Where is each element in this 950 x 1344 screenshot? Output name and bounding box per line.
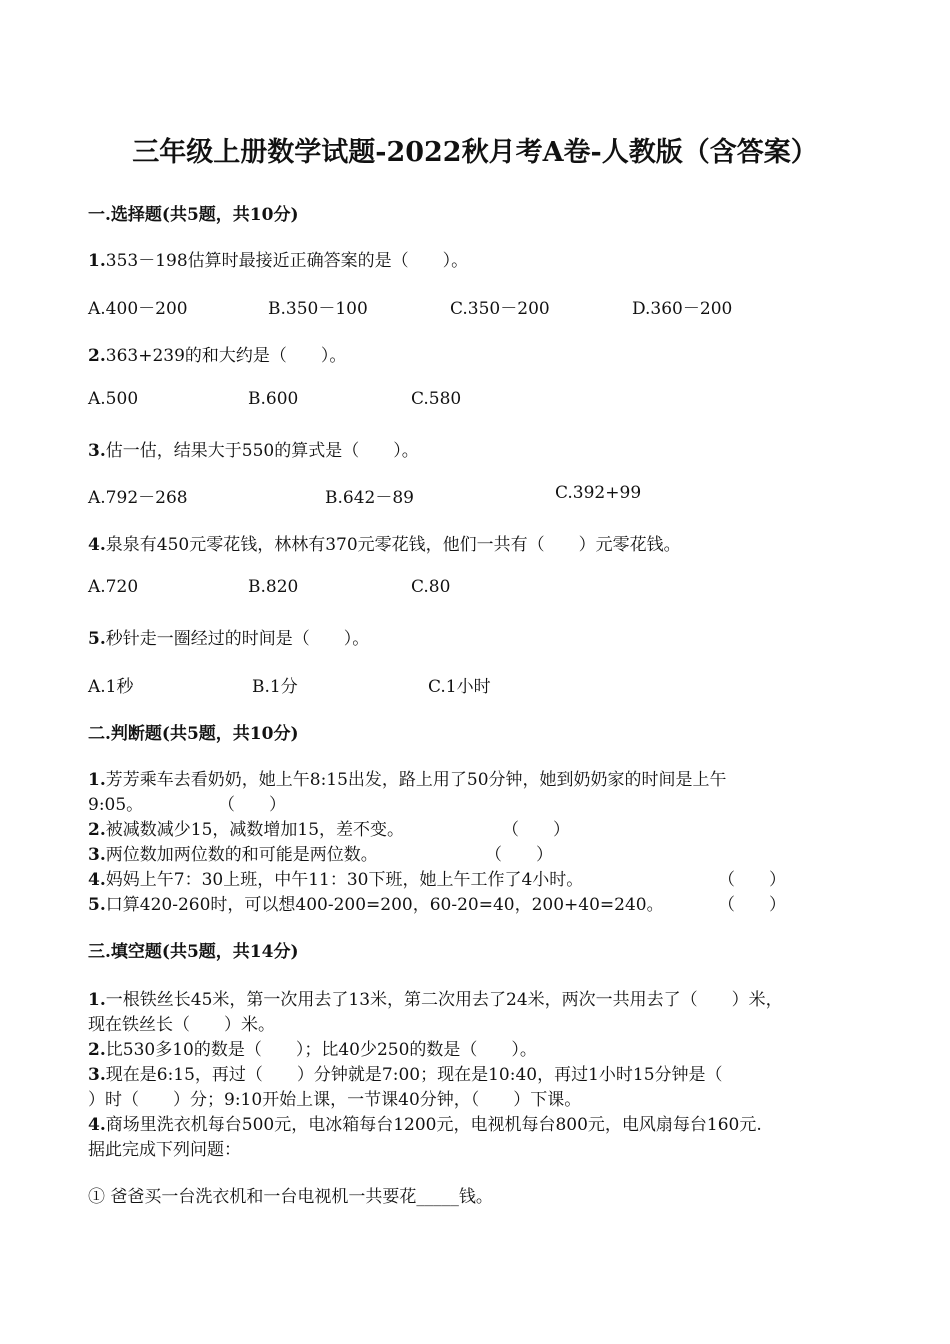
item-number: 2. <box>88 820 106 840</box>
item-number: 5. <box>88 895 106 915</box>
fill-item-1 <box>88 985 783 1010</box>
item-number: 4. <box>88 870 106 890</box>
section-heading-fill-blank: 三.填空题(共5题，共14分) <box>88 942 299 962</box>
option-b: B.1分 <box>252 677 298 697</box>
question-3 <box>88 436 419 461</box>
option-b: B.350－100 <box>268 299 368 319</box>
item-text-continued: 9:05。 <box>88 795 144 815</box>
answer-parentheses: （ ） <box>718 895 786 915</box>
judgement-item-4 <box>88 865 583 890</box>
question-text: 363+239的和大约是（ ）。 <box>105 346 347 366</box>
question-2 <box>88 341 346 366</box>
item-text: 被减数减少15，减数增加15，差不变。 <box>105 820 405 840</box>
question-text: 353－198估算时最接近正确答案的是（ ）。 <box>105 251 469 271</box>
option-b: B.600 <box>248 389 299 409</box>
fill-item-4 <box>88 1110 762 1135</box>
item-number: 2. <box>88 1040 106 1060</box>
option-d: D.360－200 <box>632 299 733 319</box>
judgement-item-3 <box>88 840 378 865</box>
question-text: 估一估，结果大于550的算式是（ ）。 <box>105 441 419 461</box>
question-5 <box>88 624 369 649</box>
item-text: 两位数加两位数的和可能是两位数。 <box>105 845 378 865</box>
item-number: 3. <box>88 1065 106 1085</box>
item-text: 比530多10的数是（ ）；比40少250的数是（ ）。 <box>105 1040 537 1060</box>
judgement-item-1 <box>88 765 727 790</box>
answer-parentheses: （ ） <box>485 845 553 865</box>
question-4 <box>88 530 681 555</box>
option-a: A.400－200 <box>88 299 188 319</box>
question-number: 2. <box>88 346 106 366</box>
item-number: 1. <box>88 990 106 1010</box>
item-text-continued: 据此完成下列问题： <box>88 1140 241 1160</box>
answer-parentheses: （ ） <box>218 795 286 815</box>
option-c: C.80 <box>411 577 451 597</box>
item-number: 3. <box>88 845 106 865</box>
page-title: 三年级上册数学试题-2022秋月考A卷-人教版（含答案） <box>132 137 818 168</box>
sub-question-1: ① 爸爸买一台洗衣机和一台电视机一共要花_____钱。 <box>88 1187 493 1207</box>
item-text: 商场里洗衣机每台500元，电冰箱每台1200元，电视机每台800元，电风扇每台160元. <box>105 1115 762 1135</box>
option-b: B.642－89 <box>325 488 414 508</box>
question-number: 5. <box>88 629 106 649</box>
option-c: C.580 <box>411 389 462 409</box>
option-a: A.720 <box>88 577 139 597</box>
item-text-continued: ）时（ ）分；9:10开始上课，一节课40分钟，（ ）下课。 <box>88 1090 582 1110</box>
judgement-item-2 <box>88 815 404 840</box>
answer-parentheses: （ ） <box>718 870 786 890</box>
item-text: 妈妈上午7：30上班，中午11：30下班，她上午工作了4小时。 <box>105 870 584 890</box>
question-1 <box>88 246 468 271</box>
judgement-item-5 <box>88 890 664 915</box>
option-a: A.500 <box>88 389 139 409</box>
item-number: 4. <box>88 1115 106 1135</box>
option-a: A.1秒 <box>88 677 134 697</box>
option-b: B.820 <box>248 577 299 597</box>
question-text: 泉泉有450元零花钱，林林有370元零花钱，他们一共有（ ）元零花钱。 <box>105 535 681 555</box>
item-text-continued: 现在铁丝长（ ）米。 <box>88 1015 275 1035</box>
question-text: 秒针走一圈经过的时间是（ ）。 <box>105 629 370 649</box>
item-text: 芳芳乘车去看奶奶，她上午8:15出发，路上用了50分钟，她到奶奶家的时间是上午 <box>105 770 727 790</box>
option-c: C.350－200 <box>450 299 550 319</box>
section-heading-choice: 一.选择题(共5题，共10分) <box>88 205 299 225</box>
item-text: 口算420-260时，可以想400-200=200，60-20=40，200+40=240。 <box>105 895 664 915</box>
question-number: 4. <box>88 535 106 555</box>
fill-item-2 <box>88 1035 537 1060</box>
question-number: 3. <box>88 441 106 461</box>
item-text: 现在是6:15，再过（ ）分钟就是7:00；现在是10:40，再过1小时15分钟是（ <box>105 1065 723 1085</box>
option-c: C.1小时 <box>428 677 491 697</box>
question-number: 1. <box>88 251 106 271</box>
option-a: A.792－268 <box>88 488 188 508</box>
option-c: C.392+99 <box>555 483 642 503</box>
answer-parentheses: （ ） <box>502 820 570 840</box>
item-number: 1. <box>88 770 106 790</box>
item-text: 一根铁丝长45米，第一次用去了13米，第二次用去了24米，两次一共用去了（ ）米， <box>105 990 783 1010</box>
fill-item-3 <box>88 1060 723 1085</box>
section-heading-judgement: 二.判断题(共5题，共10分) <box>88 724 299 744</box>
